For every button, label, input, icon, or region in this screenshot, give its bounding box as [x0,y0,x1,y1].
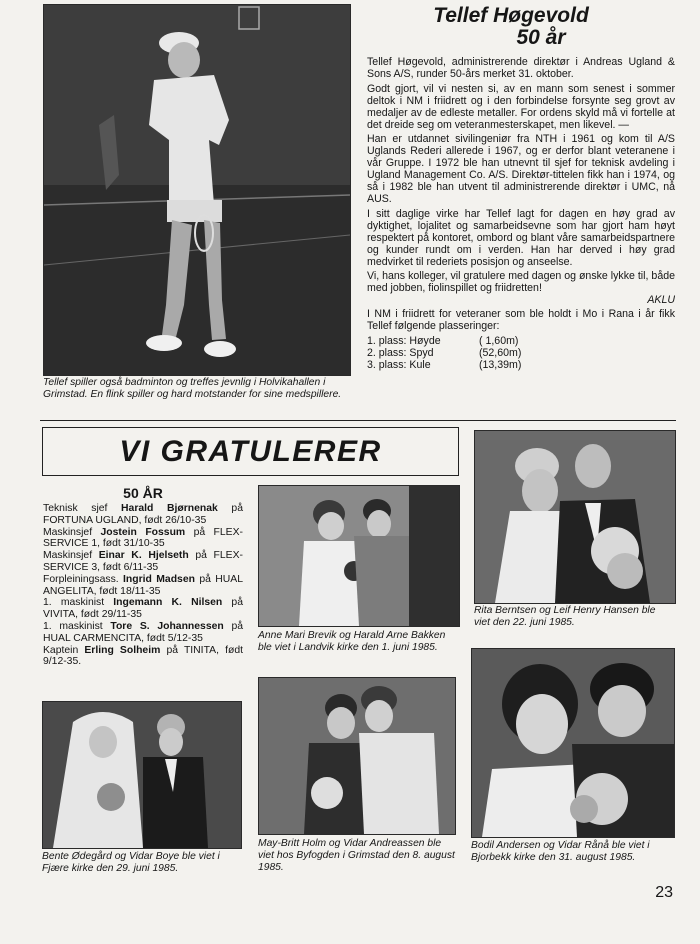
birthday-entry: Maskinsjef Einar K. Hjelseth på FLEX-SERVICE 3, født 6/11-35 [43,550,243,573]
person-name: Erling Solheim [84,644,161,656]
person-name: Ingrid Madsen [123,573,195,585]
section-divider [40,420,676,421]
rita-caption: Rita Berntsen og Leif Henry Hansen ble viet den 22. juni 1985. [474,605,656,628]
person-name: Jostein Fossum [100,526,186,538]
heading-50-aar: 50 ÅR [123,485,163,501]
person-name: Ingemann K. Nilsen [113,597,223,609]
birthday-entry: 1. maskinist Ingemann K. Nilsen på VIVITA, født 29/11-35 [43,597,243,621]
placements-list [367,336,675,372]
birthday-entry: Maskinsjef Jostein Fossum på FLEX-SERVICE 1, født 31/10-35 [43,526,244,550]
nm-intro: I NM i friidrett for veteraner som ble holdt i Mo i Rana i år fikk Tellef følgende plasseringer: [367,308,675,333]
article-paragraph: Han er utdannet sivilingeniør fra NTH i 1961 og kom til A/S Uglands Rederi allerede i 1967, og er derfor blant veteranene i vår Gruppe. I 1972 ble han utnevnt til sjef for teknisk avdeling i Ugland Management Co. A/S. Direktør-tittelen fikk han i 1974, og så i 1982 ble han utvent til administrerende direktør i UMC, nå AUS. [367,133,675,205]
placement-row: 3. plass: Kule (13,39m) [367,358,522,371]
wedding-photo-rita [474,430,676,604]
article-title-line1: Tellef Høgevold [433,4,589,27]
wedding-photo-bodil [471,648,675,838]
placement-row: 2. plass: Spyd (52,60m) [367,346,522,359]
birthday-list [43,485,243,668]
birthday-entry: Teknisk sjef Harald Bjørnenak på FORTUNA UGLAND, født 26/10-35 [43,503,243,526]
wedding-photo-bente [42,701,242,849]
badminton-photo [43,4,351,376]
birthday-entry: Kaptein Erling Solheim på TINITA, født 9/12-35. [43,644,243,668]
placement-row: 1. plass: Høyde ( 1,60m) [367,334,519,347]
page-number: 23 [655,884,673,901]
wedding-photo-maybritt [258,677,456,835]
badminton-photo-caption: Tellef spiller også badminton og treffes jevnlig i Holvikahallen i Grimstad. En flink spiller og hard motstander for sine medspillere. [43,377,342,400]
article-title [352,5,670,49]
maybritt-caption: May-Britt Holm og Vidar Andreassen ble viet hos Byfogden i Grimstad den 8. august 1985. [258,838,455,873]
article-paragraph: Tellef Høgevold, administrerende direktør i Andreas Ugland & Sons A/S, runder 50-års merket 31. oktober. [367,56,675,80]
article-signature: AKLU [647,294,675,307]
bente-caption: Bente Ødegård og Vidar Boye ble viet i Fjære kirke den 29. juni 1985. [42,851,220,874]
person-name: Harald Bjørnenak [121,503,218,514]
article-body [367,57,675,372]
person-name: Tore S. Johannessen [110,620,224,632]
article-paragraph: Vi, hans kolleger, vil gratulere med dagen og ønske lykke til, både med jobben, fiolinspillet og friidretten! [367,270,675,295]
person-name: Einar K. Hjelseth [98,550,189,562]
birthday-entry: Forpleiningsass. Ingrid Madsen på HUAL ANGELITA, født 18/11-35 [43,573,243,597]
birthday-entry: 1. maskinist Tore S. Johannessen på HUAL CARMENCITA, født 5/12-35 [43,620,244,644]
article-title-line2: 50 år [516,26,566,49]
article-paragraph: I sitt daglige virke har Tellef lagt for dagen en høy grad av dyktighet, lojalitet og samarbeidsevne som har gjort ham høyt respektert på kontoret, ombord og blant våre samarbeidspartnere og kunder rundt om i verden. Han har derved i høy grad medvirket til rederiets posisjon og anseelse. [367,207,675,268]
article-paragraph: Godt gjort, vil vi nesten si, av en mann som senest i sommer deltok i NM i friidrett og i den forbindelse forsynte seg grovt av medaljer av de edleste metaller. For ordens skyld må vi fortelle at det dreide seg om veteranmesterskapet, men likevel. — [367,82,675,131]
wedding-photo-anne [258,485,460,627]
anne-caption: Anne Mari Brevik og Harald Arne Bakken ble viet i Landvik kirke den 1. juni 1985. [258,630,446,653]
bodil-caption: Bodil Andersen og Vidar Rånå ble viet i Bjorbekk kirke den 31. august 1985. [471,840,650,863]
section-banner: VI GRATULERER [42,427,459,476]
